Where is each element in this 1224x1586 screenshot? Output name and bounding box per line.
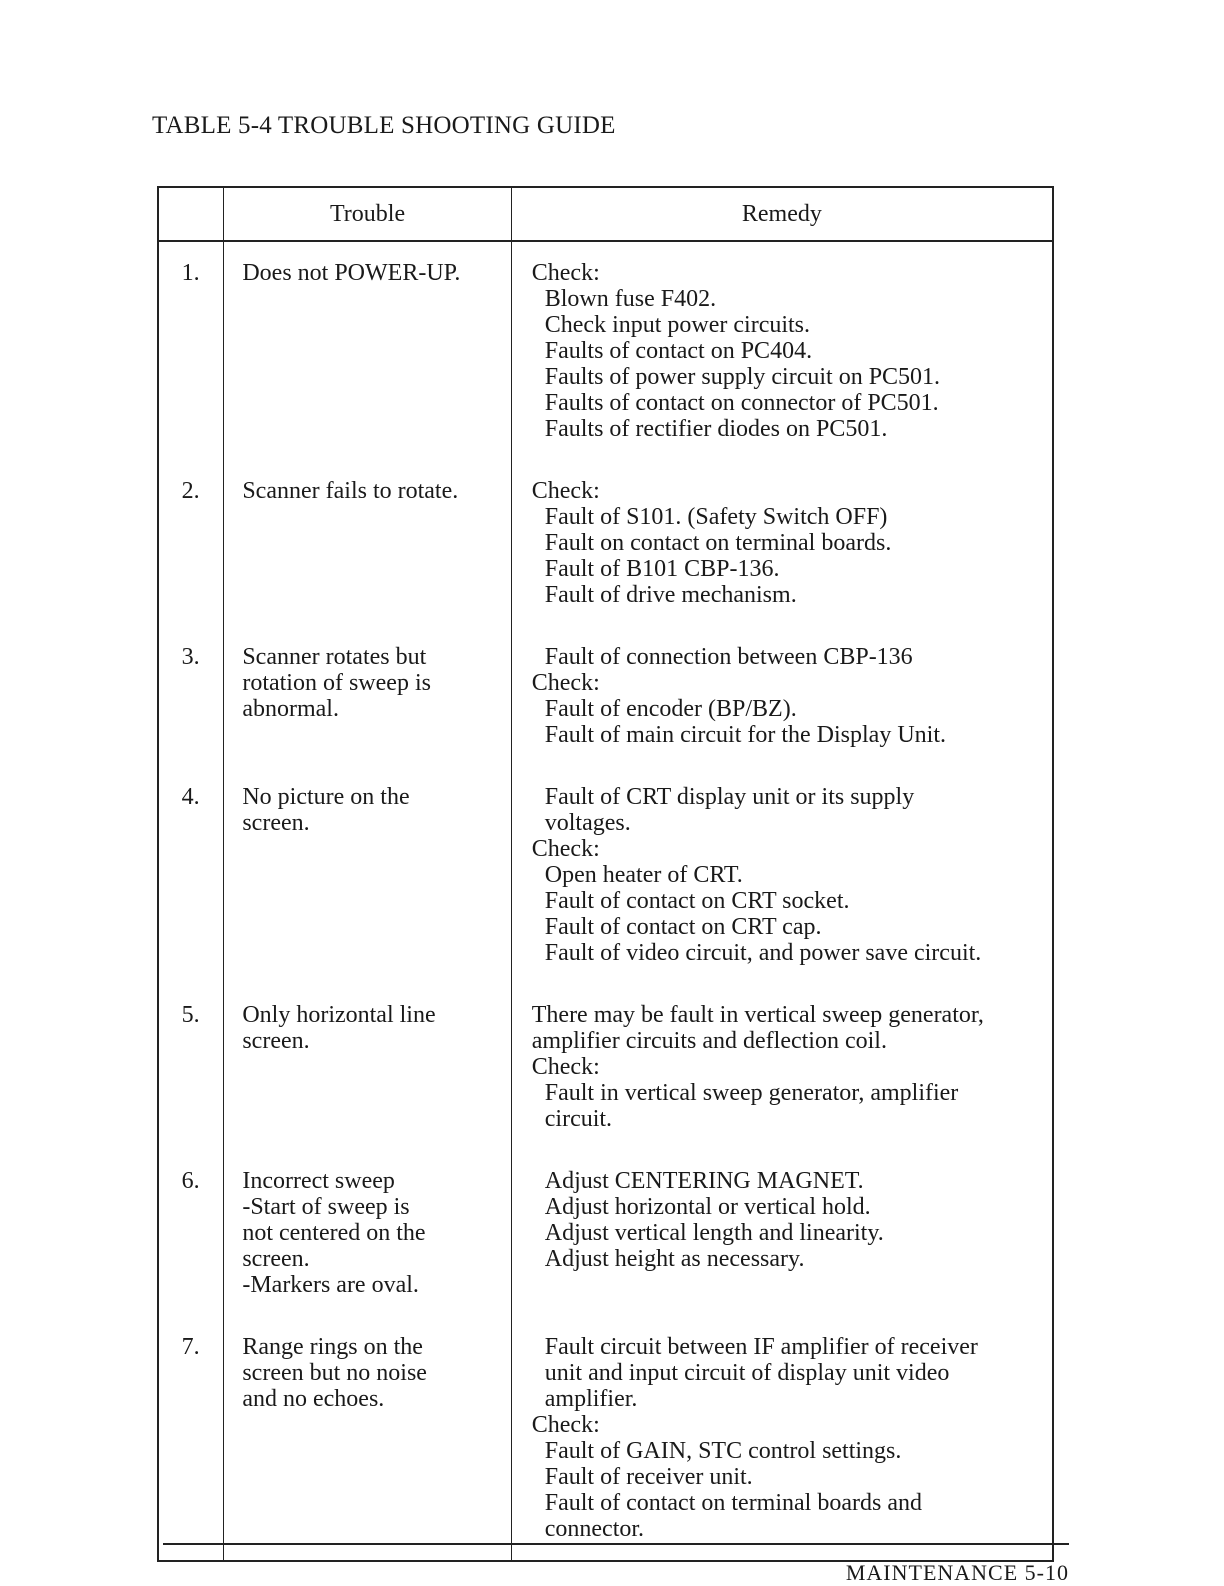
- table-row: [158, 984, 1053, 1150]
- remedy-line: Fault of drive mechanism.: [544, 582, 797, 608]
- table-row: [158, 1150, 1053, 1316]
- remedy-line: There may be fault in vertical sweep generator,: [531, 1002, 984, 1028]
- trouble-line: abnormal.: [242, 696, 339, 722]
- remedy-line: unit and input circuit of display unit video: [544, 1360, 950, 1386]
- remedy-line: voltages.: [544, 810, 631, 836]
- remedy-line: Faults of contact on connector of PC501.: [544, 390, 939, 416]
- remedy-cell: [511, 460, 1053, 626]
- remedy-line: Fault of main circuit for the Display Unit.: [544, 722, 946, 748]
- trouble-cell: [224, 766, 511, 984]
- trouble-line: not centered on the: [242, 1220, 426, 1246]
- trouble-line: -Markers are oval.: [242, 1272, 419, 1298]
- remedy-line: amplifier circuits and deflection coil.: [531, 1028, 887, 1054]
- remedy-line: Fault of connection between CBP-136: [544, 644, 913, 670]
- trouble-line: screen.: [242, 810, 310, 836]
- trouble-cell: [224, 1150, 511, 1316]
- remedy-line: Check:: [531, 1412, 600, 1438]
- trouble-shooting-table: [157, 186, 1054, 1562]
- remedy-line: Check:: [531, 670, 600, 696]
- remedy-line: connector.: [544, 1516, 645, 1542]
- remedy-cell: [511, 241, 1053, 460]
- trouble-line: Does not POWER-UP.: [242, 260, 461, 286]
- table-row: [158, 460, 1053, 626]
- page-title: TABLE 5-4 TROUBLE SHOOTING GUIDE: [152, 112, 616, 139]
- remedy-line: Fault of B101 CBP-136.: [544, 556, 780, 582]
- remedy-line: Adjust vertical length and linearity.: [544, 1220, 884, 1246]
- remedy-cell: [511, 626, 1053, 766]
- header-remedy: Remedy: [511, 187, 1053, 241]
- row-number: 6.: [158, 1150, 224, 1316]
- table-row: [158, 241, 1053, 460]
- table-row: [158, 1316, 1053, 1561]
- remedy-line: Fault on contact on terminal boards.: [544, 530, 892, 556]
- table-row: [158, 766, 1053, 984]
- remedy-line: Fault of contact on CRT cap.: [544, 914, 822, 940]
- remedy-cell: [511, 1150, 1053, 1316]
- remedy-line: Fault of GAIN, STC control settings.: [544, 1438, 902, 1464]
- header-num: [158, 187, 224, 241]
- remedy-line: Check:: [531, 478, 600, 504]
- remedy-line: Adjust height as necessary.: [544, 1246, 805, 1272]
- remedy-line: Blown fuse F402.: [544, 286, 717, 312]
- trouble-line: and no echoes.: [242, 1386, 385, 1412]
- row-number: 1.: [158, 241, 224, 460]
- trouble-line: screen.: [242, 1028, 310, 1054]
- table-row: [158, 626, 1053, 766]
- trouble-line: Scanner fails to rotate.: [242, 478, 459, 504]
- row-number: 4.: [158, 766, 224, 984]
- remedy-line: Fault of contact on terminal boards and: [544, 1490, 922, 1516]
- row-number: 7.: [158, 1316, 224, 1561]
- remedy-line: Adjust horizontal or vertical hold.: [544, 1194, 871, 1220]
- remedy-line: Fault in vertical sweep generator, amplifier: [544, 1080, 959, 1106]
- trouble-cell: [224, 984, 511, 1150]
- remedy-line: Faults of power supply circuit on PC501.: [544, 364, 941, 390]
- header-trouble: Trouble: [224, 187, 511, 241]
- trouble-line: Range rings on the: [242, 1334, 423, 1360]
- remedy-line: Open heater of CRT.: [544, 862, 743, 888]
- remedy-line: Check input power circuits.: [544, 312, 811, 338]
- remedy-line: Faults of contact on PC404.: [544, 338, 813, 364]
- remedy-line: Check:: [531, 260, 600, 286]
- remedy-line: Adjust CENTERING MAGNET.: [544, 1168, 864, 1194]
- remedy-cell: [511, 1316, 1053, 1561]
- remedy-line: amplifier.: [544, 1386, 638, 1412]
- remedy-line: Fault of S101. (Safety Switch OFF): [544, 504, 888, 530]
- trouble-cell: [224, 460, 511, 626]
- footer-rule: [163, 1543, 1069, 1545]
- trouble-line: No picture on the: [242, 784, 410, 810]
- row-number: 3.: [158, 626, 224, 766]
- remedy-line: Fault of CRT display unit or its supply: [544, 784, 915, 810]
- trouble-line: Incorrect sweep: [242, 1168, 395, 1194]
- trouble-cell: [224, 241, 511, 460]
- table-header-row: [158, 187, 1053, 241]
- trouble-line: screen but no noise: [242, 1360, 427, 1386]
- remedy-line: Fault of contact on CRT socket.: [544, 888, 850, 914]
- remedy-cell: [511, 766, 1053, 984]
- remedy-line: Fault of receiver unit.: [544, 1464, 753, 1490]
- table-body: [158, 241, 1053, 1561]
- trouble-line: -Start of sweep is: [242, 1194, 410, 1220]
- trouble-cell: [224, 626, 511, 766]
- remedy-line: Check:: [531, 836, 600, 862]
- trouble-line: Only horizontal line: [242, 1002, 436, 1028]
- remedy-cell: [511, 984, 1053, 1150]
- trouble-line: screen.: [242, 1246, 310, 1272]
- remedy-line: Faults of rectifier diodes on PC501.: [544, 416, 888, 442]
- row-number: 5.: [158, 984, 224, 1150]
- trouble-line: rotation of sweep is: [242, 670, 431, 696]
- trouble-line: Scanner rotates but: [242, 644, 427, 670]
- remedy-line: circuit.: [544, 1106, 613, 1132]
- remedy-line: Fault circuit between IF amplifier of receiver: [544, 1334, 978, 1360]
- page-footer: MAINTENANCE 5-10: [845, 1560, 1069, 1585]
- trouble-cell: [224, 1316, 511, 1561]
- remedy-line: Fault of video circuit, and power save circuit.: [544, 940, 982, 966]
- row-number: 2.: [158, 460, 224, 626]
- remedy-line: Check:: [531, 1054, 600, 1080]
- remedy-line: Fault of encoder (BP/BZ).: [544, 696, 797, 722]
